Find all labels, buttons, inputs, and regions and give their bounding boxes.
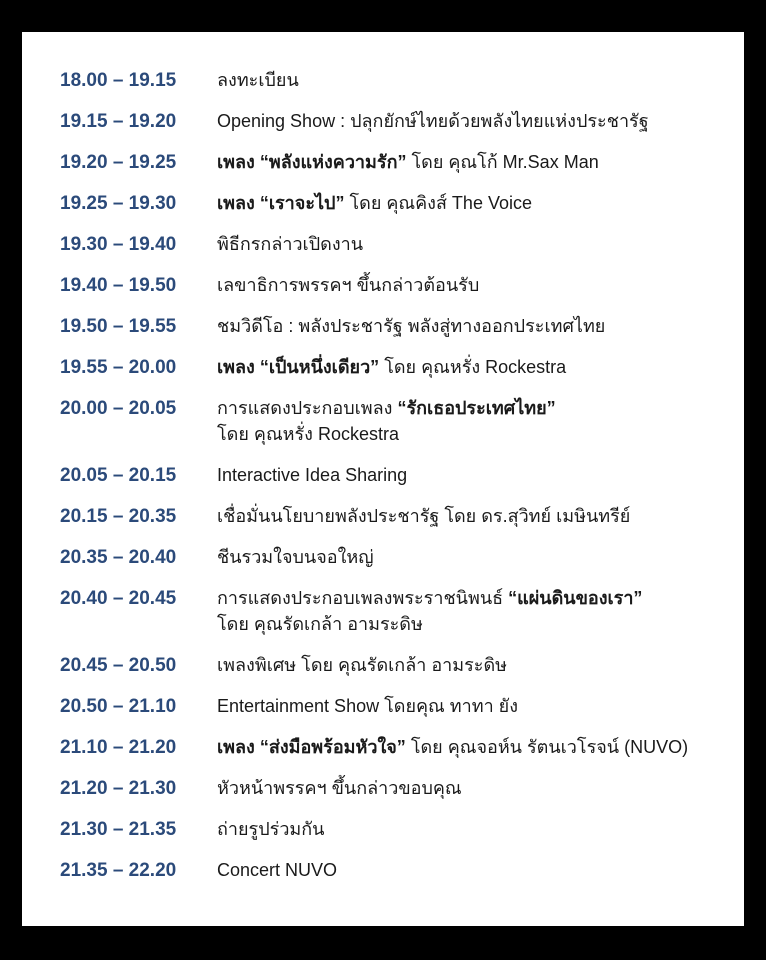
schedule-description <box>217 734 737 760</box>
schedule-time: 21.30 – 21.35 <box>60 819 177 840</box>
description-text: โดย คุณหรั่ง Rockestra <box>379 357 567 377</box>
schedule-description <box>217 190 737 216</box>
schedule-time: 19.15 – 19.20 <box>60 111 177 132</box>
description-line <box>217 462 737 488</box>
schedule-sheet <box>22 32 744 926</box>
description-text: ชมวิดีโอ : พลังประชารัฐ พลังสู่ทางออกประเทศไทย <box>217 316 606 336</box>
song-title-text: เพลง “ส่งมือพร้อมหัวใจ” <box>217 737 406 757</box>
description-line <box>217 313 737 339</box>
schedule-time: 21.10 – 21.20 <box>60 737 177 758</box>
schedule-description <box>217 775 737 801</box>
description-text: การแสดงประกอบเพลง <box>217 398 398 418</box>
description-line <box>217 190 737 216</box>
description-line <box>217 421 737 447</box>
song-title-text: เพลง “เราจะไป” <box>217 193 345 213</box>
description-text: โดย คุณหรั่ง Rockestra <box>217 424 399 444</box>
description-text: Entertainment Show โดยคุณ ทาทา ยัง <box>217 696 519 716</box>
schedule-time: 20.15 – 20.35 <box>60 506 177 527</box>
schedule-description <box>217 67 737 93</box>
description-text: ถ่ายรูปร่วมกัน <box>217 819 325 839</box>
schedule-time: 19.20 – 19.25 <box>60 152 177 173</box>
description-text: ชีนรวมใจบนจอใหญ่ <box>217 547 374 567</box>
description-text: ลงทะเบียน <box>217 70 299 90</box>
schedule-time: 20.50 – 21.10 <box>60 696 177 717</box>
schedule-time: 20.35 – 20.40 <box>60 547 177 568</box>
description-text: เพลงพิเศษ โดย คุณรัดเกล้า อามระดิษ <box>217 655 508 675</box>
schedule-description <box>217 503 737 529</box>
description-line <box>217 611 737 637</box>
description-text: เลขาธิการพรรคฯ ขึ้นกล่าวต้อนรับ <box>217 275 480 295</box>
description-text: Interactive Idea Sharing <box>217 465 408 485</box>
schedule-time: 21.35 – 22.20 <box>60 860 177 881</box>
description-text: โดย คุณโก้ Mr.Sax Man <box>406 152 599 172</box>
description-text: Concert NUVO <box>217 860 338 880</box>
description-line <box>217 272 737 298</box>
schedule-description <box>217 354 737 380</box>
schedule-description <box>217 108 737 134</box>
schedule-time: 20.45 – 20.50 <box>60 655 177 676</box>
schedule-time: 20.40 – 20.45 <box>60 588 177 609</box>
description-line <box>217 503 737 529</box>
description-text: เชื่อมั่นนโยบายพลังประชารัฐ โดย ดร.สุวิทย์ เมษินทรีย์ <box>217 506 631 526</box>
song-title-text: “แผ่นดินของเรา” <box>508 588 643 608</box>
schedule-description <box>217 693 737 719</box>
song-title-text: เพลง “เป็นหนึ่งเดียว” <box>217 357 380 377</box>
description-line <box>217 108 737 134</box>
description-text: โดย คุณรัดเกล้า อามระดิษ <box>217 614 423 634</box>
schedule-time: 20.00 – 20.05 <box>60 398 177 419</box>
description-text: พิธีกรกล่าวเปิดงาน <box>217 234 364 254</box>
description-line <box>217 354 737 380</box>
description-line <box>217 652 737 678</box>
description-line <box>217 149 737 175</box>
description-line <box>217 67 737 93</box>
schedule-time: 21.20 – 21.30 <box>60 778 177 799</box>
schedule-description <box>217 816 737 842</box>
description-line <box>217 775 737 801</box>
schedule-description <box>217 395 737 447</box>
schedule-time: 19.25 – 19.30 <box>60 193 177 214</box>
description-text: การแสดงประกอบเพลงพระราชนิพนธ์ <box>217 588 509 608</box>
description-line <box>217 231 737 257</box>
schedule-description <box>217 857 737 883</box>
description-line <box>217 857 737 883</box>
description-line <box>217 693 737 719</box>
description-line <box>217 544 737 570</box>
schedule-description <box>217 462 737 488</box>
schedule-time: 19.55 – 20.00 <box>60 357 177 378</box>
description-text: โดย คุณจอห์น รัตนเวโรจน์ (NUVO) <box>405 737 689 757</box>
schedule-time: 18.00 – 19.15 <box>60 70 177 91</box>
schedule-description <box>217 149 737 175</box>
schedule-time: 19.50 – 19.55 <box>60 316 177 337</box>
description-text: หัวหน้าพรรคฯ ขึ้นกล่าวขอบคุณ <box>217 778 462 798</box>
description-line <box>217 395 737 421</box>
schedule-description <box>217 313 737 339</box>
schedule-time: 19.40 – 19.50 <box>60 275 177 296</box>
description-text: Opening Show : ปลุกยักษ์ไทยด้วยพลังไทยแห่งประชารัฐ <box>217 111 649 131</box>
schedule-list <box>22 32 744 926</box>
description-line <box>217 734 737 760</box>
schedule-time: 19.30 – 19.40 <box>60 234 177 255</box>
song-title-text: “รักเธอประเทศไทย” <box>397 398 556 418</box>
schedule-description <box>217 544 737 570</box>
schedule-description <box>217 585 737 637</box>
description-line <box>217 585 737 611</box>
description-text: โดย คุณคิงส์ The Voice <box>344 193 532 213</box>
schedule-description <box>217 231 737 257</box>
schedule-description <box>217 272 737 298</box>
description-line <box>217 816 737 842</box>
schedule-description <box>217 652 737 678</box>
schedule-time: 20.05 – 20.15 <box>60 465 177 486</box>
song-title-text: เพลง “พลังแห่งความรัก” <box>217 152 407 172</box>
